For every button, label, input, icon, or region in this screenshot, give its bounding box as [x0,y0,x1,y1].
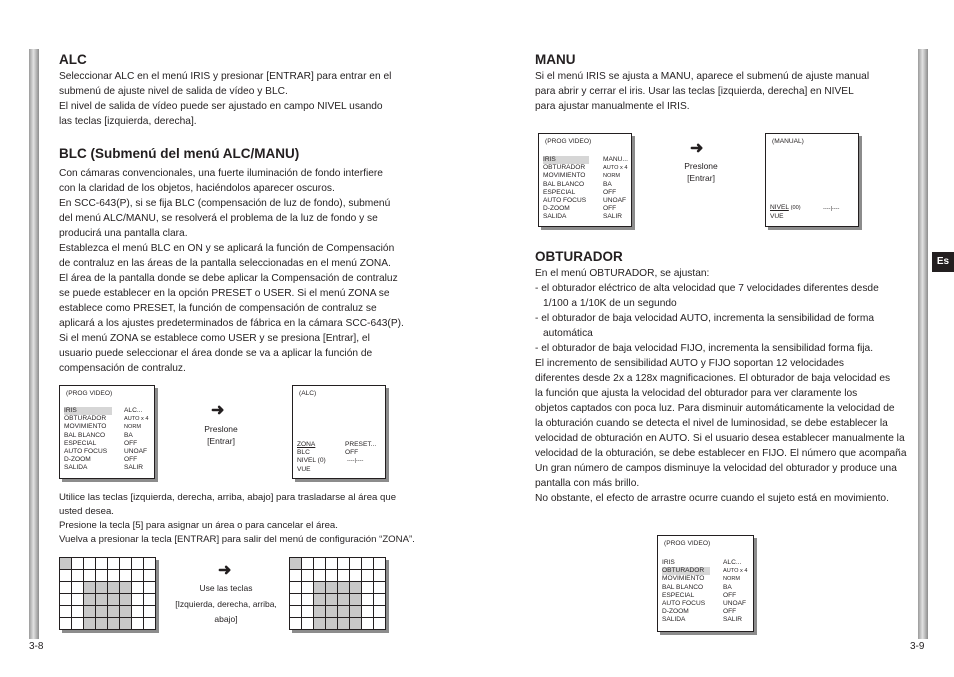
menu-labels: IRIS OBTURADOR MOVIMIENTO BAL BLANCO ESPECIAL AUTO FOCUS D-ZOOM SALIDA [543,156,589,222]
press-enter-caption: Preslone [Entrar] [684,161,718,183]
obturador-paragraph: En el menú OBTURADOR, se ajustan: - el obturador eléctrico de alta velocidad que 7 velocidades diferentes desde 1/100 a 1/10K de un segundo - el obturador de baja velocidad AUTO, incrementa la sensibilidad de forma automática - el obturador de baja velocidad FIJO, incrementa la sensibilidad forma fija. El incremento de sensibilidad AUTO y FIJO soportan 12 velocidades diferentes desde 2x a 128x magnificaciones. El obturador de baja velocidad es la función que ajusta la velocidad del obturador para ver claramente los objetos captados con poca luz. Para disminuir automáticamente la velocidad de la obturación cuando se detecta el nivel de luminosidad, se debe establecer la velocidad de obturación en AUTO. Si el usuario desea establecer manualmente la velocidad de la obturación, se debe establecer en FIJO. El número que acompaña Un gran número de campos disminuye la velocidad del obturador y produce una pantalla con más brillo. No obstante, el efecto de arrastre ocurre cuando el sujeto está en movimiento. [535,268,907,504]
menu-title: (PROG VIDEO) [664,540,711,547]
alc-heading: ALC [59,52,87,67]
blc-paragraph: Con cámaras convencionales, una fuerte iluminación de fondo interfiere con la claridad de los objetos, haciéndolos aparecer oscuros. En SCC-643(P), si se fija BLC (compensación de luz de fondo), submenú del menú ALC/MANU, se resolverá el problema de la luz de fondo y se producirá una pantalla clara. Establezca el menú BLC en ON y se aplicará la función de Compensación de contraluz en las áreas de la pantalla seleccionadas en el menú ZONA. El área de la pantalla donde se debe aplicar la Compensación de contraluz se puede establecer en la opción PRESET o USER. Si el menú ZONA se establece como PRESET, la función de compensación de contraluz se aplicará a los ajustes predeterminados de fábrica en la cámara SCC-643(P). Si el menú ZONA se establece como USER y se presiona [Entrar], el usuario puede seleccionar el área donde se va a aplicar la función de compensación de contraluz. [59,168,404,374]
zone-instructions: Utilice las teclas [izquierda, derecha, arriba, abajo] para trasladarse al área que usted desea. Presione la tecla [5] para asignar un área o para cancelar el área. Vuelva a presionar la tecla [ENTRAR] para salir del menú de configuración “ZONA”. [59,492,415,545]
press-enter-caption: Preslone [Entrar] [204,424,238,446]
nivel-slider: ----|---- [823,206,840,212]
menu-labels: IRIS OBTURADOR MOVIMIENTO BAL BLANCO ESPECIAL AUTO FOCUS D-ZOOM SALIDA [662,559,710,625]
right-margin-bar [918,49,928,639]
menu-title: (PROG VIDEO) [545,138,592,145]
menu-values: PRESET... OFF ----|---- [345,441,377,465]
menu-title: (PROG VIDEO) [66,390,113,397]
zone-grid-before [59,557,156,630]
use-keys-caption: Use las teclas [Izquierda, derecha, arriba, abajo] [175,583,277,624]
prog-video-menu-alc [59,385,155,479]
manu-paragraph: Si el menú IRIS se ajusta a MANU, aparece el submenú de ajuste manual para abrir y cerrar el iris. Usar las teclas [izquierda, derecha] en NIVEL para ajustar manualmente el IRIS. [535,71,870,112]
arrow-right-icon: ➜ [690,140,704,157]
menu-values: MANU... AUTO x 4 NORM BA OFF UNOAF OFF SALIR [603,156,628,221]
obturador-heading: OBTURADOR [535,249,623,264]
left-margin-bar [29,49,39,639]
page-number-left: 3-8 [29,641,44,652]
manual-menu [765,133,859,227]
page-number-right: 3-9 [910,641,925,652]
arrow-right-icon: ➜ [218,562,232,579]
menu-title: (MANUAL) [772,138,804,145]
blc-heading: BLC (Submenú del menú ALC/MANU) [59,146,300,161]
language-tab: Es [932,252,954,272]
zone-grid-after [289,557,386,630]
nivel-row: NIVEL (00) [770,204,801,211]
menu-title: (ALC) [299,390,317,397]
menu-labels: ZONA BLC NIVEL (0) VUE [297,441,326,473]
prog-video-menu-obturador [657,535,754,632]
arrow-right-icon: ➜ [211,402,225,419]
prog-video-menu-manu [538,133,632,227]
menu-labels: IRIS OBTURADOR MOVIMIENTO BAL BLANCO ESPECIAL AUTO FOCUS D-ZOOM SALIDA [64,407,112,473]
menu-values: ALC... AUTO x 4 NORM BA OFF UNOAF OFF SALIR [124,407,149,472]
alc-menu [292,385,386,479]
vue-label: VUE [770,213,784,220]
manu-heading: MANU [535,52,576,67]
alc-paragraph: Seleccionar ALC en el menú IRIS y presionar [ENTRAR] para entrar en el submenú de ajuste nivel de salida de vídeo y BLC. El nivel de salida de vídeo puede ser ajustado en campo NIVEL usando las teclas [izquierda, derecha]. [59,71,392,127]
menu-values: ALC... AUTO x 4 NORM BA OFF UNOAF OFF SALIR [723,559,748,624]
